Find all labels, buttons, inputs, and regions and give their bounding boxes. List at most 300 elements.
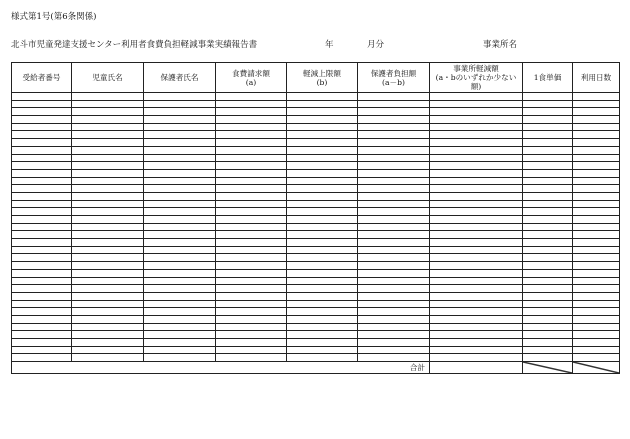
table-cell[interactable] <box>523 177 573 185</box>
table-cell[interactable] <box>287 139 358 147</box>
table-cell[interactable] <box>144 108 216 116</box>
table-cell[interactable] <box>430 154 523 162</box>
table-cell[interactable] <box>12 323 72 331</box>
table-cell[interactable] <box>287 331 358 339</box>
table-cell[interactable] <box>12 100 72 108</box>
table-cell[interactable] <box>12 208 72 216</box>
table-cell[interactable] <box>523 254 573 262</box>
table-cell[interactable] <box>12 254 72 262</box>
table-cell[interactable] <box>72 246 144 254</box>
table-cell[interactable] <box>287 239 358 247</box>
table-cell[interactable] <box>216 339 287 347</box>
table-cell[interactable] <box>430 323 523 331</box>
table-cell[interactable] <box>358 139 430 147</box>
table-cell[interactable] <box>430 216 523 224</box>
table-cell[interactable] <box>358 162 430 170</box>
table-cell[interactable] <box>430 292 523 300</box>
table-cell[interactable] <box>144 254 216 262</box>
table-cell[interactable] <box>287 146 358 154</box>
table-cell[interactable] <box>358 216 430 224</box>
table-cell[interactable] <box>216 292 287 300</box>
table-cell[interactable] <box>573 331 620 339</box>
table-cell[interactable] <box>216 185 287 193</box>
table-cell[interactable] <box>216 254 287 262</box>
table-cell[interactable] <box>216 116 287 124</box>
table-cell[interactable] <box>523 108 573 116</box>
table-cell[interactable] <box>287 216 358 224</box>
table-cell[interactable] <box>287 208 358 216</box>
table-cell[interactable] <box>216 131 287 139</box>
table-cell[interactable] <box>430 254 523 262</box>
table-cell[interactable] <box>523 100 573 108</box>
table-cell[interactable] <box>12 162 72 170</box>
table-cell[interactable] <box>144 292 216 300</box>
table-cell[interactable] <box>216 269 287 277</box>
table-cell[interactable] <box>430 162 523 170</box>
table-cell[interactable] <box>573 93 620 101</box>
table-cell[interactable] <box>216 262 287 270</box>
table-cell[interactable] <box>12 216 72 224</box>
table-cell[interactable] <box>430 100 523 108</box>
table-cell[interactable] <box>12 116 72 124</box>
table-cell[interactable] <box>573 239 620 247</box>
table-cell[interactable] <box>216 177 287 185</box>
table-cell[interactable] <box>144 154 216 162</box>
table-cell[interactable] <box>430 123 523 131</box>
table-cell[interactable] <box>430 246 523 254</box>
table-cell[interactable] <box>216 216 287 224</box>
table-cell[interactable] <box>523 331 573 339</box>
table-cell[interactable] <box>358 262 430 270</box>
table-cell[interactable] <box>287 262 358 270</box>
table-cell[interactable] <box>358 185 430 193</box>
table-cell[interactable] <box>12 246 72 254</box>
table-cell[interactable] <box>12 277 72 285</box>
table-cell[interactable] <box>216 146 287 154</box>
table-cell[interactable] <box>287 200 358 208</box>
table-cell[interactable] <box>430 139 523 147</box>
table-cell[interactable] <box>430 146 523 154</box>
table-cell[interactable] <box>430 239 523 247</box>
table-cell[interactable] <box>144 346 216 354</box>
table-cell[interactable] <box>216 300 287 308</box>
table-cell[interactable] <box>12 200 72 208</box>
table-cell[interactable] <box>358 277 430 285</box>
table-cell[interactable] <box>144 100 216 108</box>
table-cell[interactable] <box>523 200 573 208</box>
table-cell[interactable] <box>144 93 216 101</box>
table-cell[interactable] <box>430 208 523 216</box>
table-cell[interactable] <box>72 239 144 247</box>
table-cell[interactable] <box>573 277 620 285</box>
table-cell[interactable] <box>523 154 573 162</box>
table-cell[interactable] <box>144 300 216 308</box>
table-cell[interactable] <box>12 185 72 193</box>
table-cell[interactable] <box>12 315 72 323</box>
table-cell[interactable] <box>216 308 287 316</box>
table-cell[interactable] <box>573 339 620 347</box>
table-cell[interactable] <box>144 239 216 247</box>
table-cell[interactable] <box>12 285 72 293</box>
table-cell[interactable] <box>144 162 216 170</box>
table-cell[interactable] <box>12 123 72 131</box>
table-cell[interactable] <box>573 123 620 131</box>
table-cell[interactable] <box>12 169 72 177</box>
table-cell[interactable] <box>573 300 620 308</box>
table-cell[interactable] <box>430 346 523 354</box>
table-cell[interactable] <box>358 192 430 200</box>
table-cell[interactable] <box>216 331 287 339</box>
table-cell[interactable] <box>430 192 523 200</box>
table-cell[interactable] <box>287 277 358 285</box>
table-cell[interactable] <box>287 285 358 293</box>
table-cell[interactable] <box>216 108 287 116</box>
table-cell[interactable] <box>72 339 144 347</box>
table-cell[interactable] <box>287 123 358 131</box>
table-cell[interactable] <box>523 162 573 170</box>
table-cell[interactable] <box>72 131 144 139</box>
table-cell[interactable] <box>216 354 287 362</box>
table-cell[interactable] <box>287 346 358 354</box>
table-cell[interactable] <box>12 146 72 154</box>
table-cell[interactable] <box>72 223 144 231</box>
table-cell[interactable] <box>144 277 216 285</box>
table-cell[interactable] <box>573 154 620 162</box>
table-cell[interactable] <box>12 354 72 362</box>
table-cell[interactable] <box>12 331 72 339</box>
table-cell[interactable] <box>72 323 144 331</box>
table-cell[interactable] <box>12 300 72 308</box>
table-cell[interactable] <box>216 231 287 239</box>
table-cell[interactable] <box>523 346 573 354</box>
table-cell[interactable] <box>72 208 144 216</box>
table-cell[interactable] <box>144 146 216 154</box>
table-cell[interactable] <box>523 239 573 247</box>
table-cell[interactable] <box>287 231 358 239</box>
table-cell[interactable] <box>573 262 620 270</box>
table-cell[interactable] <box>523 292 573 300</box>
table-cell[interactable] <box>72 169 144 177</box>
table-cell[interactable] <box>144 216 216 224</box>
table-cell[interactable] <box>523 231 573 239</box>
table-cell[interactable] <box>72 146 144 154</box>
table-cell[interactable] <box>216 139 287 147</box>
table-cell[interactable] <box>573 100 620 108</box>
table-cell[interactable] <box>573 315 620 323</box>
table-cell[interactable] <box>523 354 573 362</box>
table-cell[interactable] <box>72 116 144 124</box>
table-cell[interactable] <box>216 169 287 177</box>
table-cell[interactable] <box>430 108 523 116</box>
table-cell[interactable] <box>573 223 620 231</box>
table-cell[interactable] <box>358 169 430 177</box>
table-cell[interactable] <box>144 192 216 200</box>
table-cell[interactable] <box>287 131 358 139</box>
table-cell[interactable] <box>573 354 620 362</box>
table-cell[interactable] <box>358 108 430 116</box>
table-cell[interactable] <box>144 285 216 293</box>
table-cell[interactable] <box>573 285 620 293</box>
table-cell[interactable] <box>358 346 430 354</box>
table-cell[interactable] <box>72 285 144 293</box>
table-cell[interactable] <box>72 139 144 147</box>
table-cell[interactable] <box>216 162 287 170</box>
table-cell[interactable] <box>216 154 287 162</box>
table-cell[interactable] <box>72 231 144 239</box>
table-cell[interactable] <box>144 323 216 331</box>
table-cell[interactable] <box>72 331 144 339</box>
table-cell[interactable] <box>573 116 620 124</box>
table-cell[interactable] <box>430 285 523 293</box>
table-cell[interactable] <box>573 292 620 300</box>
table-cell[interactable] <box>573 246 620 254</box>
table-cell[interactable] <box>12 339 72 347</box>
table-cell[interactable] <box>144 131 216 139</box>
table-cell[interactable] <box>358 315 430 323</box>
table-cell[interactable] <box>287 300 358 308</box>
table-cell[interactable] <box>216 277 287 285</box>
table-cell[interactable] <box>358 285 430 293</box>
table-cell[interactable] <box>523 300 573 308</box>
table-cell[interactable] <box>72 308 144 316</box>
table-cell[interactable] <box>216 346 287 354</box>
table-cell[interactable] <box>72 346 144 354</box>
table-cell[interactable] <box>523 192 573 200</box>
table-cell[interactable] <box>72 185 144 193</box>
table-cell[interactable] <box>573 254 620 262</box>
table-cell[interactable] <box>430 277 523 285</box>
table-cell[interactable] <box>573 269 620 277</box>
table-cell[interactable] <box>523 285 573 293</box>
table-cell[interactable] <box>287 269 358 277</box>
table-cell[interactable] <box>430 93 523 101</box>
table-cell[interactable] <box>358 93 430 101</box>
table-cell[interactable] <box>573 216 620 224</box>
table-cell[interactable] <box>12 292 72 300</box>
table-cell[interactable] <box>573 323 620 331</box>
table-cell[interactable] <box>287 254 358 262</box>
table-cell[interactable] <box>72 300 144 308</box>
table-cell[interactable] <box>573 200 620 208</box>
table-cell[interactable] <box>287 169 358 177</box>
table-cell[interactable] <box>573 139 620 147</box>
table-cell[interactable] <box>430 185 523 193</box>
table-cell[interactable] <box>72 154 144 162</box>
table-cell[interactable] <box>12 231 72 239</box>
table-cell[interactable] <box>216 246 287 254</box>
table-cell[interactable] <box>523 185 573 193</box>
table-cell[interactable] <box>358 123 430 131</box>
table-cell[interactable] <box>430 354 523 362</box>
table-cell[interactable] <box>358 354 430 362</box>
table-cell[interactable] <box>144 169 216 177</box>
table-cell[interactable] <box>358 339 430 347</box>
table-cell[interactable] <box>72 277 144 285</box>
table-cell[interactable] <box>358 300 430 308</box>
table-cell[interactable] <box>144 139 216 147</box>
table-cell[interactable] <box>287 93 358 101</box>
table-cell[interactable] <box>216 100 287 108</box>
table-cell[interactable] <box>573 131 620 139</box>
table-cell[interactable] <box>523 223 573 231</box>
table-cell[interactable] <box>287 292 358 300</box>
table-cell[interactable] <box>287 339 358 347</box>
table-cell[interactable] <box>144 231 216 239</box>
table-cell[interactable] <box>216 192 287 200</box>
table-cell[interactable] <box>12 93 72 101</box>
table-cell[interactable] <box>358 223 430 231</box>
table-cell[interactable] <box>144 208 216 216</box>
table-cell[interactable] <box>216 123 287 131</box>
table-cell[interactable] <box>430 300 523 308</box>
table-cell[interactable] <box>287 154 358 162</box>
table-cell[interactable] <box>287 116 358 124</box>
table-cell[interactable] <box>12 108 72 116</box>
table-cell[interactable] <box>430 169 523 177</box>
table-cell[interactable] <box>523 139 573 147</box>
table-cell[interactable] <box>144 315 216 323</box>
table-cell[interactable] <box>523 123 573 131</box>
table-cell[interactable] <box>430 315 523 323</box>
table-cell[interactable] <box>287 354 358 362</box>
table-cell[interactable] <box>430 269 523 277</box>
table-cell[interactable] <box>216 223 287 231</box>
table-cell[interactable] <box>144 354 216 362</box>
table-cell[interactable] <box>144 308 216 316</box>
table-cell[interactable] <box>358 131 430 139</box>
table-cell[interactable] <box>430 339 523 347</box>
table-cell[interactable] <box>12 131 72 139</box>
table-cell[interactable] <box>358 254 430 262</box>
table-cell[interactable] <box>72 354 144 362</box>
table-cell[interactable] <box>573 108 620 116</box>
table-cell[interactable] <box>72 292 144 300</box>
table-cell[interactable] <box>72 315 144 323</box>
table-cell[interactable] <box>144 177 216 185</box>
table-cell[interactable] <box>287 246 358 254</box>
table-cell[interactable] <box>12 154 72 162</box>
table-cell[interactable] <box>573 177 620 185</box>
table-cell[interactable] <box>144 123 216 131</box>
table-cell[interactable] <box>358 239 430 247</box>
table-cell[interactable] <box>358 200 430 208</box>
table-cell[interactable] <box>216 315 287 323</box>
table-cell[interactable] <box>523 339 573 347</box>
table-cell[interactable] <box>12 192 72 200</box>
table-cell[interactable] <box>523 208 573 216</box>
table-cell[interactable] <box>430 223 523 231</box>
table-cell[interactable] <box>72 177 144 185</box>
table-cell[interactable] <box>144 185 216 193</box>
table-cell[interactable] <box>287 308 358 316</box>
table-cell[interactable] <box>72 162 144 170</box>
table-cell[interactable] <box>12 139 72 147</box>
table-cell[interactable] <box>523 262 573 270</box>
table-cell[interactable] <box>573 208 620 216</box>
table-cell[interactable] <box>12 177 72 185</box>
table-cell[interactable] <box>523 93 573 101</box>
table-cell[interactable] <box>573 346 620 354</box>
table-cell[interactable] <box>358 177 430 185</box>
table-cell[interactable] <box>573 169 620 177</box>
table-cell[interactable] <box>358 269 430 277</box>
table-cell[interactable] <box>12 346 72 354</box>
table-cell[interactable] <box>216 200 287 208</box>
table-cell[interactable] <box>430 331 523 339</box>
table-cell[interactable] <box>358 146 430 154</box>
table-cell[interactable] <box>12 262 72 270</box>
table-cell[interactable] <box>523 216 573 224</box>
table-cell[interactable] <box>144 116 216 124</box>
table-cell[interactable] <box>358 323 430 331</box>
table-cell[interactable] <box>144 223 216 231</box>
table-cell[interactable] <box>523 131 573 139</box>
table-cell[interactable] <box>287 315 358 323</box>
table-cell[interactable] <box>523 308 573 316</box>
table-cell[interactable] <box>72 93 144 101</box>
table-cell[interactable] <box>430 308 523 316</box>
table-cell[interactable] <box>523 323 573 331</box>
table-cell[interactable] <box>72 108 144 116</box>
table-cell[interactable] <box>573 162 620 170</box>
table-cell[interactable] <box>144 269 216 277</box>
table-cell[interactable] <box>287 177 358 185</box>
table-cell[interactable] <box>358 246 430 254</box>
table-cell[interactable] <box>72 123 144 131</box>
table-cell[interactable] <box>430 200 523 208</box>
table-cell[interactable] <box>216 239 287 247</box>
table-cell[interactable] <box>523 146 573 154</box>
table-cell[interactable] <box>358 116 430 124</box>
table-cell[interactable] <box>72 254 144 262</box>
table-cell[interactable] <box>216 93 287 101</box>
table-cell[interactable] <box>430 262 523 270</box>
table-cell[interactable] <box>358 308 430 316</box>
total-office-reduction-cell[interactable] <box>430 362 523 374</box>
table-cell[interactable] <box>573 185 620 193</box>
table-cell[interactable] <box>216 285 287 293</box>
table-cell[interactable] <box>144 331 216 339</box>
table-cell[interactable] <box>430 116 523 124</box>
table-cell[interactable] <box>287 162 358 170</box>
table-cell[interactable] <box>12 308 72 316</box>
table-cell[interactable] <box>72 262 144 270</box>
table-cell[interactable] <box>144 200 216 208</box>
table-cell[interactable] <box>523 277 573 285</box>
table-cell[interactable] <box>216 323 287 331</box>
table-cell[interactable] <box>12 269 72 277</box>
table-cell[interactable] <box>430 131 523 139</box>
table-cell[interactable] <box>573 146 620 154</box>
table-cell[interactable] <box>72 100 144 108</box>
table-cell[interactable] <box>287 223 358 231</box>
table-cell[interactable] <box>358 154 430 162</box>
table-cell[interactable] <box>12 239 72 247</box>
table-cell[interactable] <box>287 108 358 116</box>
table-cell[interactable] <box>144 339 216 347</box>
table-cell[interactable] <box>287 185 358 193</box>
table-cell[interactable] <box>430 177 523 185</box>
table-cell[interactable] <box>358 231 430 239</box>
table-cell[interactable] <box>358 208 430 216</box>
table-cell[interactable] <box>358 292 430 300</box>
table-cell[interactable] <box>72 216 144 224</box>
table-cell[interactable] <box>523 169 573 177</box>
table-cell[interactable] <box>144 246 216 254</box>
table-cell[interactable] <box>573 231 620 239</box>
table-cell[interactable] <box>287 192 358 200</box>
table-cell[interactable] <box>287 100 358 108</box>
